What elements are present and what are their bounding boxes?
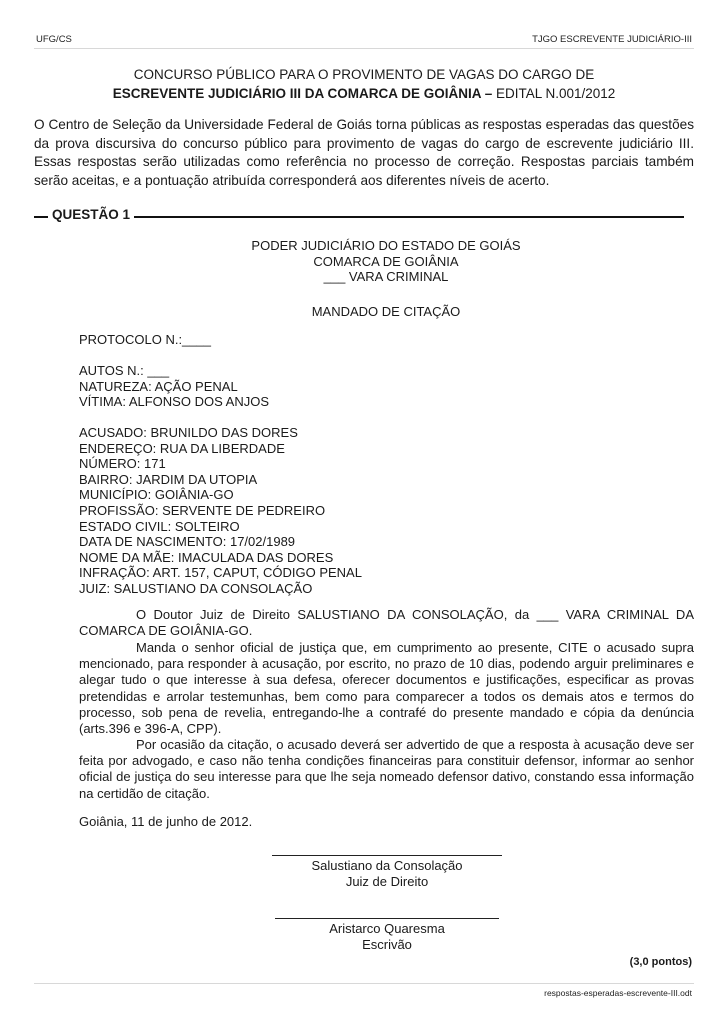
footer-filename: respostas-esperadas-escrevente-III.odt [544,988,692,998]
case-fields [79,363,269,410]
question-points: (3,0 pontos) [629,956,692,968]
accused-field: NÚMERO: 171 [79,456,166,472]
doc-heading-line: COMARCA DE GOIÂNIA [313,253,459,269]
accused-field: PROFISSÃO: SERVENTE DE PEDREIRO [79,502,326,518]
case-field: NATUREZA: AÇÃO PENAL [79,378,238,394]
accused-field: ENDEREÇO: RUA DA LIBERDADE [79,440,285,456]
accused-field: BAIRRO: JARDIM DA UTOPIA [79,471,258,487]
mandado-paragraph-3-text: Por ocasião da citação, o acusado deverá ser advertido de que a resposta à acusação deve ser feita por advogado, e caso não tenha condições financeiras para constituir defensor, informar ao senhor oficial de justiça do seu interesse para que lhe seja nomeado defensor dativo, constando essa informação na certidão de citação. [79,737,694,801]
accused-field: ACUSADO: BRUNILDO DAS DORES [79,425,298,440]
question-rule-lead [34,216,46,218]
accused-field: JUIZ: SALUSTIANO DA CONSOLAÇÃO [79,580,313,596]
case-field: AUTOS N.: ___ [79,363,170,378]
header-divider [34,48,694,49]
signature-judge-name: Salustiano da Consolação [311,858,463,873]
signature-clerk-role: Escrivão [362,937,412,952]
title-line-1: CONCURSO PÚBLICO PARA O PROVIMENTO DE VAGAS DO CARGO DE [133,67,595,82]
protocolo-field: PROTOCOLO N.:____ [79,332,211,347]
accused-field: MUNICÍPIO: GOIÂNIA-GO [79,487,234,503]
intro-paragraph: O Centro de Seleção da Universidade Federal de Goiás torna públicas as respostas esperadas das questões da prova discursiva do concurso público para provimento de vagas do cargo de escrevente judiciário III. Essas respostas serão utilizadas como referência no processo de correção. Respostas parciais também serão aceitas, e a pontuação atribuída corresponderá aos diferentes níveis de acerto. [34,117,694,188]
doc-heading-line: ___ VARA CRIMINAL [323,269,449,285]
title-line-2-bold: ESCREVENTE JUDICIÁRIO III DA COMARCA DE GOIÂNIA – [112,86,493,101]
footer-divider [34,983,694,984]
title-line-2-edital: EDITAL N.001/2012 [492,86,616,101]
accused-field: NOME DA MÃE: IMACULADA DAS DORES [79,549,334,565]
signature-clerk [275,921,499,953]
signature-clerk-name: Aristarco Quaresma [329,921,445,936]
doc-title: MANDADO DE CITAÇÃO [311,304,461,319]
accused-field: INFRAÇÃO: ART. 157, CAPUT, CÓDIGO PENAL [79,565,362,581]
doc-heading [236,238,536,285]
accused-field: ESTADO CIVIL: SOLTEIRO [79,518,240,534]
signature-line-judge [272,855,502,856]
mandado-paragraph-2 [79,640,694,737]
mandado-paragraph-2-text: Manda o senhor oficial de justiça que, em cumprimento ao presente, CITE o acusado supra mencionado, para responder à acusação, por escrito, no prazo de 10 dias, podendo arguir preliminares e alegar tudo o que interesse à sua defesa, oferecer documentos e justificações, especificar as provas pretendidas e arrolar testemunhas, bem como para comparecer a todos os demais atos e termos do processo, sob pena de revelia, entregando-lhe a contrafé do presente mandado e cópia da denúncia (arts.396 e 396-A, CPP). [79,640,694,737]
signature-judge-role: Juiz de Direito [345,874,429,889]
question-label: QUESTÃO 1 [48,207,134,222]
doc-heading-line: PODER JUDICIÁRIO DO ESTADO DE GOIÁS [251,238,521,253]
accused-field: DATA DE NASCIMENTO: 17/02/1989 [79,534,296,550]
signature-line-clerk [275,918,499,919]
date-place: Goiânia, 11 de junho de 2012. [79,814,253,829]
case-field: VÍTIMA: ALFONSO DOS ANJOS [79,394,269,410]
title-line-2 [34,84,694,103]
header-exam-name: TJGO ESCREVENTE JUDICIÁRIO-III [532,34,692,45]
accused-fields [79,425,362,597]
signature-judge [272,858,502,890]
mandado-paragraph-3 [79,737,694,802]
header-institution: UFG/CS [36,34,72,45]
mandado-paragraph-1-text: O Doutor Juiz de Direito SALUSTIANO DA CONSOLAÇÃO, da ___ VARA CRIMINAL DA COMARCA DE GOIÂNIA-GO. [79,607,694,639]
mandado-paragraph-1 [79,607,694,639]
